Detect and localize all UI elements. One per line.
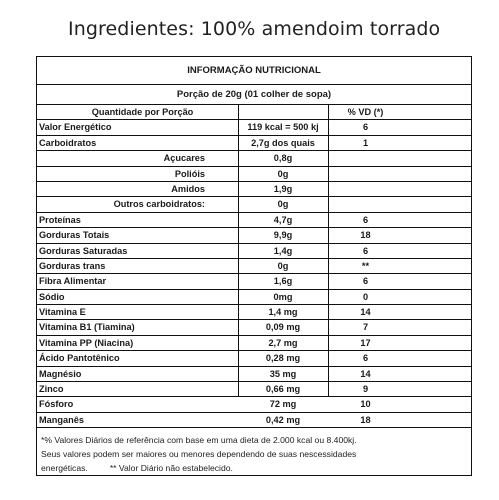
nutrient-name: Vitamina PP (Niacina) (39, 337, 134, 348)
table-row (37, 197, 471, 212)
table-row (37, 213, 471, 228)
nutrient-vd: 17 (360, 337, 371, 348)
nutrient-vd: 6 (362, 276, 369, 287)
nutrient-name: Fósforo (39, 399, 74, 410)
nutrient-vd: 14 (360, 368, 371, 379)
table-row (37, 367, 471, 382)
footnote-not-established: ** Valor Diário não estabelecido. (109, 463, 233, 473)
table-row (37, 336, 471, 351)
table-header-row (37, 105, 471, 120)
nutrient-quantity: 0,66 mg (265, 384, 301, 395)
header-quantity: Quantidade por Porção (91, 107, 194, 117)
nutrient-name: Gorduras Totais (39, 230, 110, 241)
nutrient-vd: 7 (362, 322, 369, 333)
nutrient-vd: 1 (362, 137, 369, 148)
table-row (37, 351, 471, 366)
nutrient-vd: 18 (360, 414, 371, 425)
nutrient-quantity: 0,09 mg (265, 322, 301, 333)
nutrient-name: Carboidratos (39, 137, 97, 148)
nutrient-quantity: 35 mg (269, 368, 297, 379)
nutrient-vd: 6 (362, 214, 369, 225)
nutrient-name: Gorduras trans (39, 260, 106, 271)
table-row (37, 120, 471, 135)
nutrient-quantity: 0mg (273, 291, 293, 302)
table-row (37, 151, 471, 166)
nutrient-vd: 14 (360, 307, 371, 318)
footnote-line3 (41, 461, 467, 475)
nutrient-name: Manganês (39, 414, 84, 425)
footnote-variation: Seus valores podem ser maiores ou menores dependendo de suas nescessidades (41, 449, 357, 459)
header-vd: % VD (*) (347, 107, 384, 117)
table-row (37, 305, 471, 320)
nutrient-vd: ** (361, 260, 370, 271)
nutrient-quantity: 0g (277, 260, 289, 271)
nutrient-vd: 0 (362, 291, 369, 302)
nutrient-quantity: 2,7g dos quais (251, 137, 315, 148)
table-row (37, 413, 471, 428)
nutrient-quantity: 2,7 mg (268, 337, 298, 348)
nutrient-name: Ácido Pantotênico (39, 353, 120, 364)
nutrient-quantity: 1,4 mg (268, 307, 298, 318)
table-row (37, 259, 471, 274)
nutrient-name: Vitamina B1 (Tiamina) (39, 322, 135, 333)
nutrient-name: Sódio (39, 291, 65, 302)
table-row (37, 397, 471, 412)
nutrient-quantity: 0g (277, 168, 289, 179)
nutrient-name: Fibra Alimentar (39, 276, 107, 287)
nutrient-vd: 6 (362, 353, 369, 364)
nutrient-name: Magnésio (39, 368, 82, 379)
nutrient-quantity: 1,4g (273, 245, 293, 256)
table-row (37, 290, 471, 305)
nutrient-name: Polióis (174, 168, 205, 179)
footnotes (41, 433, 467, 475)
nutrient-name: Amidos (171, 183, 205, 194)
nutrient-quantity: 0,42 mg (265, 414, 301, 425)
nutrient-name: Açucares (163, 153, 205, 164)
nutrient-name: Gorduras Saturadas (39, 245, 128, 256)
nutrient-quantity: 0,8g (273, 153, 293, 164)
footnote-reference: *% Valores Diários de referência com base em uma dieta de 2.000 kcal ou 8.400kj. (41, 435, 357, 445)
nutrient-quantity: 1,6g (273, 276, 293, 287)
table-row (37, 167, 471, 182)
nutrient-quantity: 4,7g (273, 214, 293, 225)
nutrient-quantity: 0g (277, 199, 289, 210)
table-row (37, 244, 471, 259)
nutrition-facts-table (36, 56, 472, 476)
nutrient-vd: 18 (360, 230, 371, 241)
table-row (37, 382, 471, 397)
table-row (37, 274, 471, 289)
table-row (37, 228, 471, 243)
nutrient-vd: 9 (362, 384, 369, 395)
nutrient-name: Outros carboidratos: (113, 199, 205, 210)
nutrient-quantity: 9,9g (273, 230, 293, 241)
nutrient-quantity: 1,9g (273, 183, 293, 194)
nutrient-vd: 10 (360, 399, 371, 410)
nutrient-vd: 6 (362, 245, 369, 256)
nutrient-vd: 6 (362, 122, 369, 133)
nutrient-quantity: 72 mg (269, 399, 297, 410)
table-row (37, 182, 471, 197)
nutrient-name: Proteínas (39, 214, 81, 225)
table-title: INFORMAÇÃO NUTRICIONAL (37, 57, 471, 85)
footnote-energy: energéticas. (41, 463, 88, 473)
nutrient-name: Vitamina E (39, 307, 86, 318)
nutrient-quantity: 0,28 mg (265, 353, 301, 364)
nutrient-name: Zinco (39, 384, 64, 395)
nutrient-quantity: 119 kcal = 500 kj (247, 122, 319, 133)
table-row (37, 320, 471, 335)
table-row (37, 136, 471, 151)
ingredients-heading: Ingredientes: 100% amendoim torrado (68, 18, 441, 40)
nutrient-name: Valor Energético (39, 122, 112, 133)
nutrition-rows (37, 105, 471, 428)
portion-size: Porção de 20g (01 colher de sopa) (37, 85, 471, 105)
